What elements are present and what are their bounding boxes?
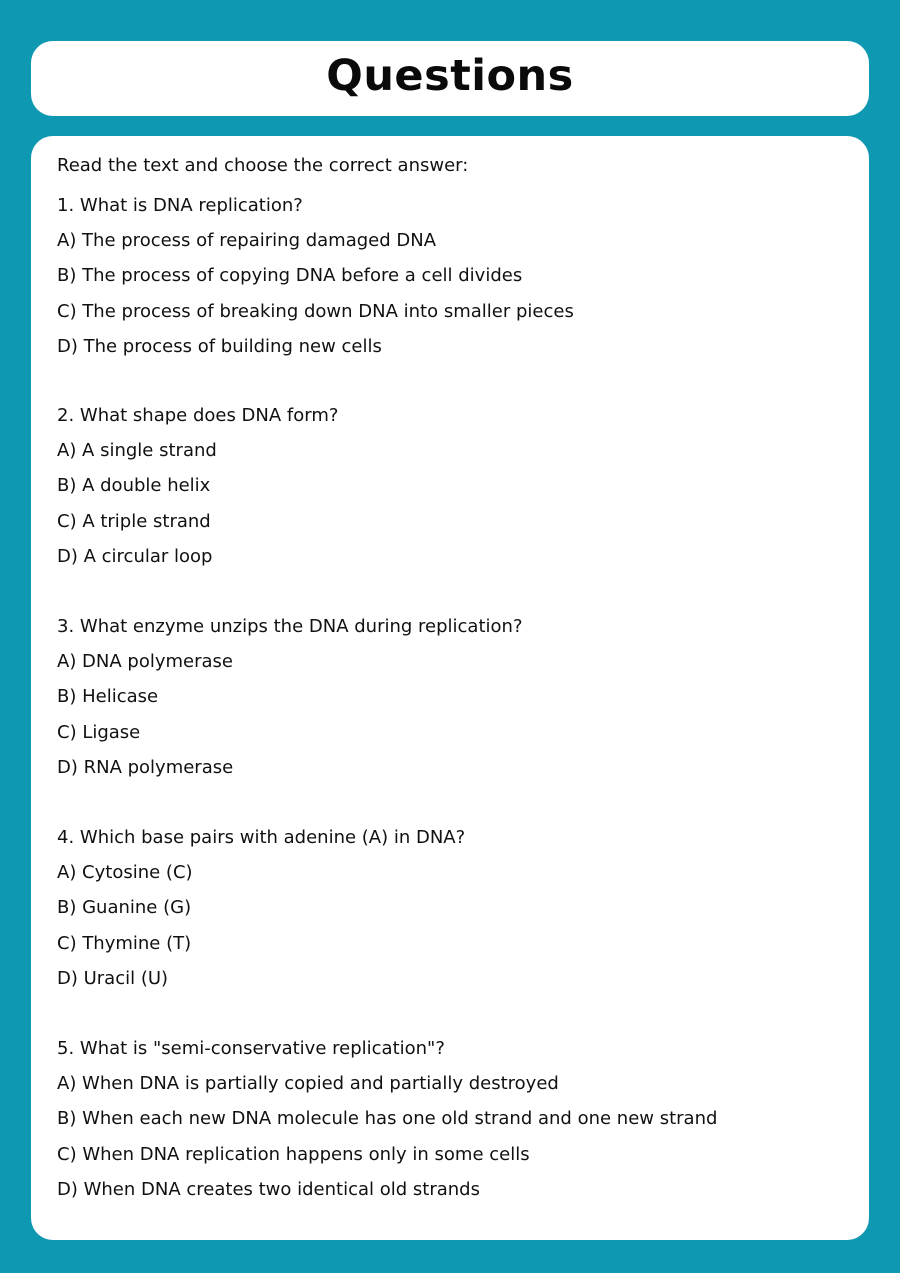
question-5-text: 5. What is "semi-conservative replication"? [57, 1038, 445, 1059]
question-1-option-b: B) The process of copying DNA before a cell divides [57, 265, 523, 287]
question-1-text: 1. What is DNA replication? [57, 195, 303, 216]
question-3-option-c: C) Ligase [57, 721, 141, 743]
question-3-text: 3. What enzyme unzips the DNA during replication? [57, 616, 523, 637]
questions-card [31, 136, 869, 1240]
question-5-option-a: A) When DNA is partially copied and partially destroyed [57, 1073, 559, 1095]
question-4-option-a: A) Cytosine (C) [57, 862, 193, 884]
question-3 [57, 615, 523, 791]
question-2-option-c: C) A triple strand [57, 510, 211, 532]
question-5-option-d: D) When DNA creates two identical old strands [57, 1178, 480, 1200]
question-3-option-d: D) RNA polymerase [57, 756, 234, 778]
question-5 [57, 1037, 717, 1213]
question-2-option-a: A) A single strand [57, 440, 217, 462]
question-4 [57, 826, 465, 1002]
question-2-option-b: B) A double helix [57, 475, 211, 497]
question-5-option-c: C) When DNA replication happens only in some cells [57, 1143, 530, 1165]
header-card [31, 41, 869, 116]
question-4-option-c: C) Thymine (T) [57, 932, 192, 954]
question-3-option-a: A) DNA polymerase [57, 651, 234, 673]
question-4-text: 4. Which base pairs with adenine (A) in DNA? [57, 827, 466, 848]
instructions-text: Read the text and choose the correct answer: [57, 155, 469, 176]
question-4-option-d: D) Uracil (U) [57, 967, 169, 989]
question-1-option-a: A) The process of repairing damaged DNA [57, 230, 437, 252]
question-1 [57, 194, 574, 370]
question-2 [57, 404, 338, 580]
question-5-option-b: B) When each new DNA molecule has one old strand and one new strand [57, 1108, 718, 1130]
question-1-option-d: D) The process of building new cells [57, 335, 382, 357]
question-4-option-b: B) Guanine (G) [57, 897, 192, 919]
page-title: Questions [326, 51, 574, 101]
question-3-option-b: B) Helicase [57, 686, 159, 708]
question-2-text: 2. What shape does DNA form? [57, 405, 339, 426]
question-2-option-d: D) A circular loop [57, 545, 213, 567]
question-1-option-c: C) The process of breaking down DNA into smaller pieces [57, 300, 574, 322]
